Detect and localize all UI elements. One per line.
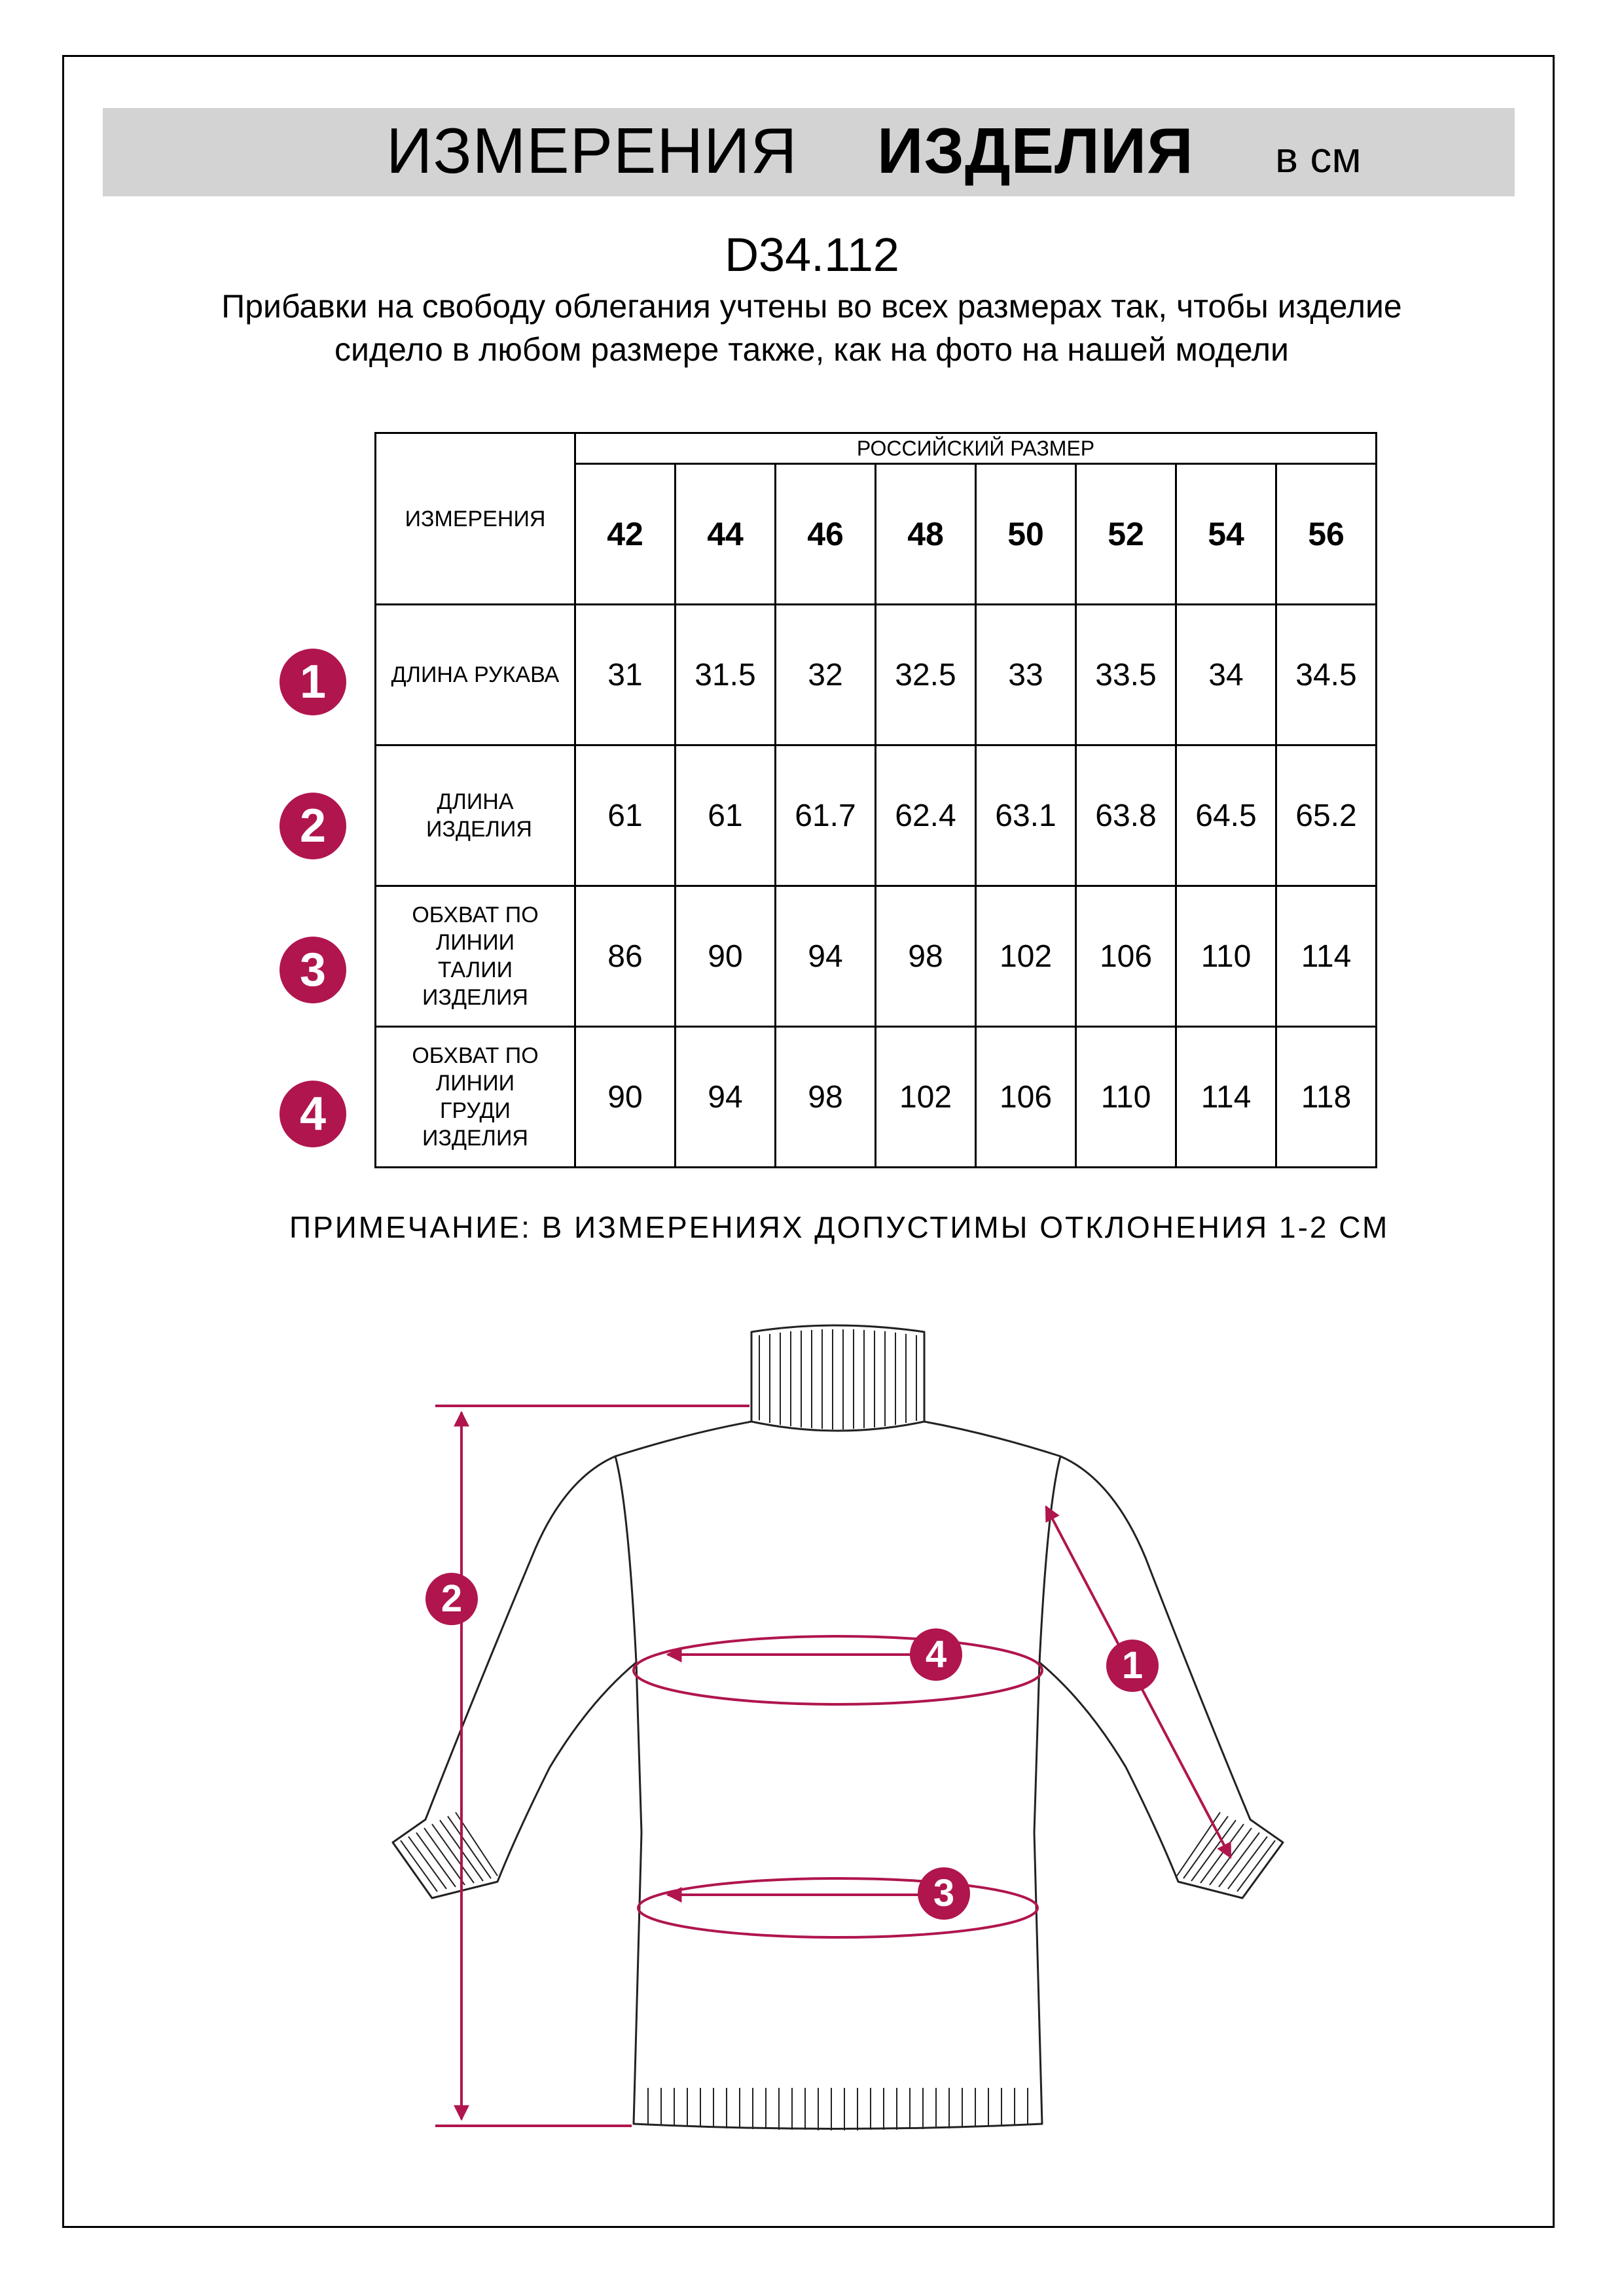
table-cell: 65.2 <box>1276 745 1377 886</box>
table-cell: 63.8 <box>1076 745 1176 886</box>
diagram-marker-2-icon: 2 <box>425 1573 478 1625</box>
tolerance-note: ПРИМЕЧАНИЕ: В ИЗМЕРЕНИЯХ ДОПУСТИМЫ ОТКЛОНЕНИЯ 1-2 СМ <box>289 1210 1390 1244</box>
diagram-marker-1-icon: 1 <box>1106 1640 1159 1692</box>
table-cell: 102 <box>876 1027 976 1168</box>
table-cell: 90 <box>575 1027 676 1168</box>
table-cell: 61 <box>676 745 776 886</box>
row-marker-1-icon: 1 <box>280 649 346 715</box>
row-marker-3-icon: 3 <box>280 937 346 1003</box>
table-cell: 98 <box>776 1027 876 1168</box>
measure-header: ИЗМЕРЕНИЯ <box>376 433 575 605</box>
table-cell: 31 <box>575 605 676 745</box>
table-cell: 86 <box>575 886 676 1027</box>
diagram-marker-4-icon: 4 <box>910 1628 962 1681</box>
table-cell: 63.1 <box>976 745 1076 886</box>
table-cell: 102 <box>976 886 1076 1027</box>
size-52: 52 <box>1076 464 1176 605</box>
size-group-header: РОССИЙСКИЙ РАЗМЕР <box>575 433 1377 464</box>
row-label-text: ОБХВАТ ПО ЛИНИИ ТАЛИИ ИЗДЕЛИЯ <box>412 903 539 1010</box>
table-cell: 90 <box>676 886 776 1027</box>
table-cell: 33.5 <box>1076 605 1176 745</box>
title-unit: в см <box>1275 133 1362 181</box>
table-cell: 98 <box>876 886 976 1027</box>
table-cell: 33 <box>976 605 1076 745</box>
row-label-text: ОБХВАТ ПО ЛИНИИ ГРУДИ ИЗДЕЛИЯ <box>412 1043 539 1151</box>
size-54: 54 <box>1176 464 1276 605</box>
size-42: 42 <box>575 464 676 605</box>
row-label-text: ДЛИНА ИЗДЕЛИЯ <box>426 789 532 842</box>
size-56: 56 <box>1276 464 1377 605</box>
size-44: 44 <box>676 464 776 605</box>
table-cell: 110 <box>1076 1027 1176 1168</box>
table-cell: 62.4 <box>876 745 976 886</box>
row-marker-2-icon: 2 <box>280 793 346 859</box>
article-code: D34.112 <box>725 229 899 281</box>
turtleneck-sweater-icon <box>393 1325 1283 2130</box>
table-cell: 32.5 <box>876 605 976 745</box>
table-cell: 94 <box>776 886 876 1027</box>
table-cell: 34 <box>1176 605 1276 745</box>
table-cell: 34.5 <box>1276 605 1377 745</box>
waist-girth-ellipse <box>638 1878 1038 1937</box>
table-cell: 61 <box>575 745 676 886</box>
row-label-sleeve-length: ДЛИНА РУКАВА <box>376 605 575 745</box>
table-cell: 94 <box>676 1027 776 1168</box>
fit-note: Прибавки на свободу облегания учтены во всех размерах так, чтобы изделие сидело в любом размере также, как на фото на нашей модели <box>221 288 1402 368</box>
chest-girth-ellipse <box>634 1636 1042 1704</box>
size-48: 48 <box>876 464 976 605</box>
table-cell: 110 <box>1176 886 1276 1027</box>
table-cell: 64.5 <box>1176 745 1276 886</box>
diagram-marker-3-icon: 3 <box>918 1867 970 1920</box>
title-garment: ИЗДЕЛИЯ <box>877 115 1194 187</box>
table-cell: 114 <box>1176 1027 1276 1168</box>
table-cell: 32 <box>776 605 876 745</box>
table-cell: 31.5 <box>676 605 776 745</box>
size-50: 50 <box>976 464 1076 605</box>
table-cell: 106 <box>1076 886 1176 1027</box>
measurement-lines <box>435 1406 1231 2126</box>
size-46: 46 <box>776 464 876 605</box>
table-cell: 114 <box>1276 886 1377 1027</box>
table-cell: 106 <box>976 1027 1076 1168</box>
table-cell: 61.7 <box>776 745 876 886</box>
row-marker-4-icon: 4 <box>280 1081 346 1147</box>
table-cell: 118 <box>1276 1027 1377 1168</box>
title-measurements: ИЗМЕРЕНИЯ <box>386 115 798 187</box>
